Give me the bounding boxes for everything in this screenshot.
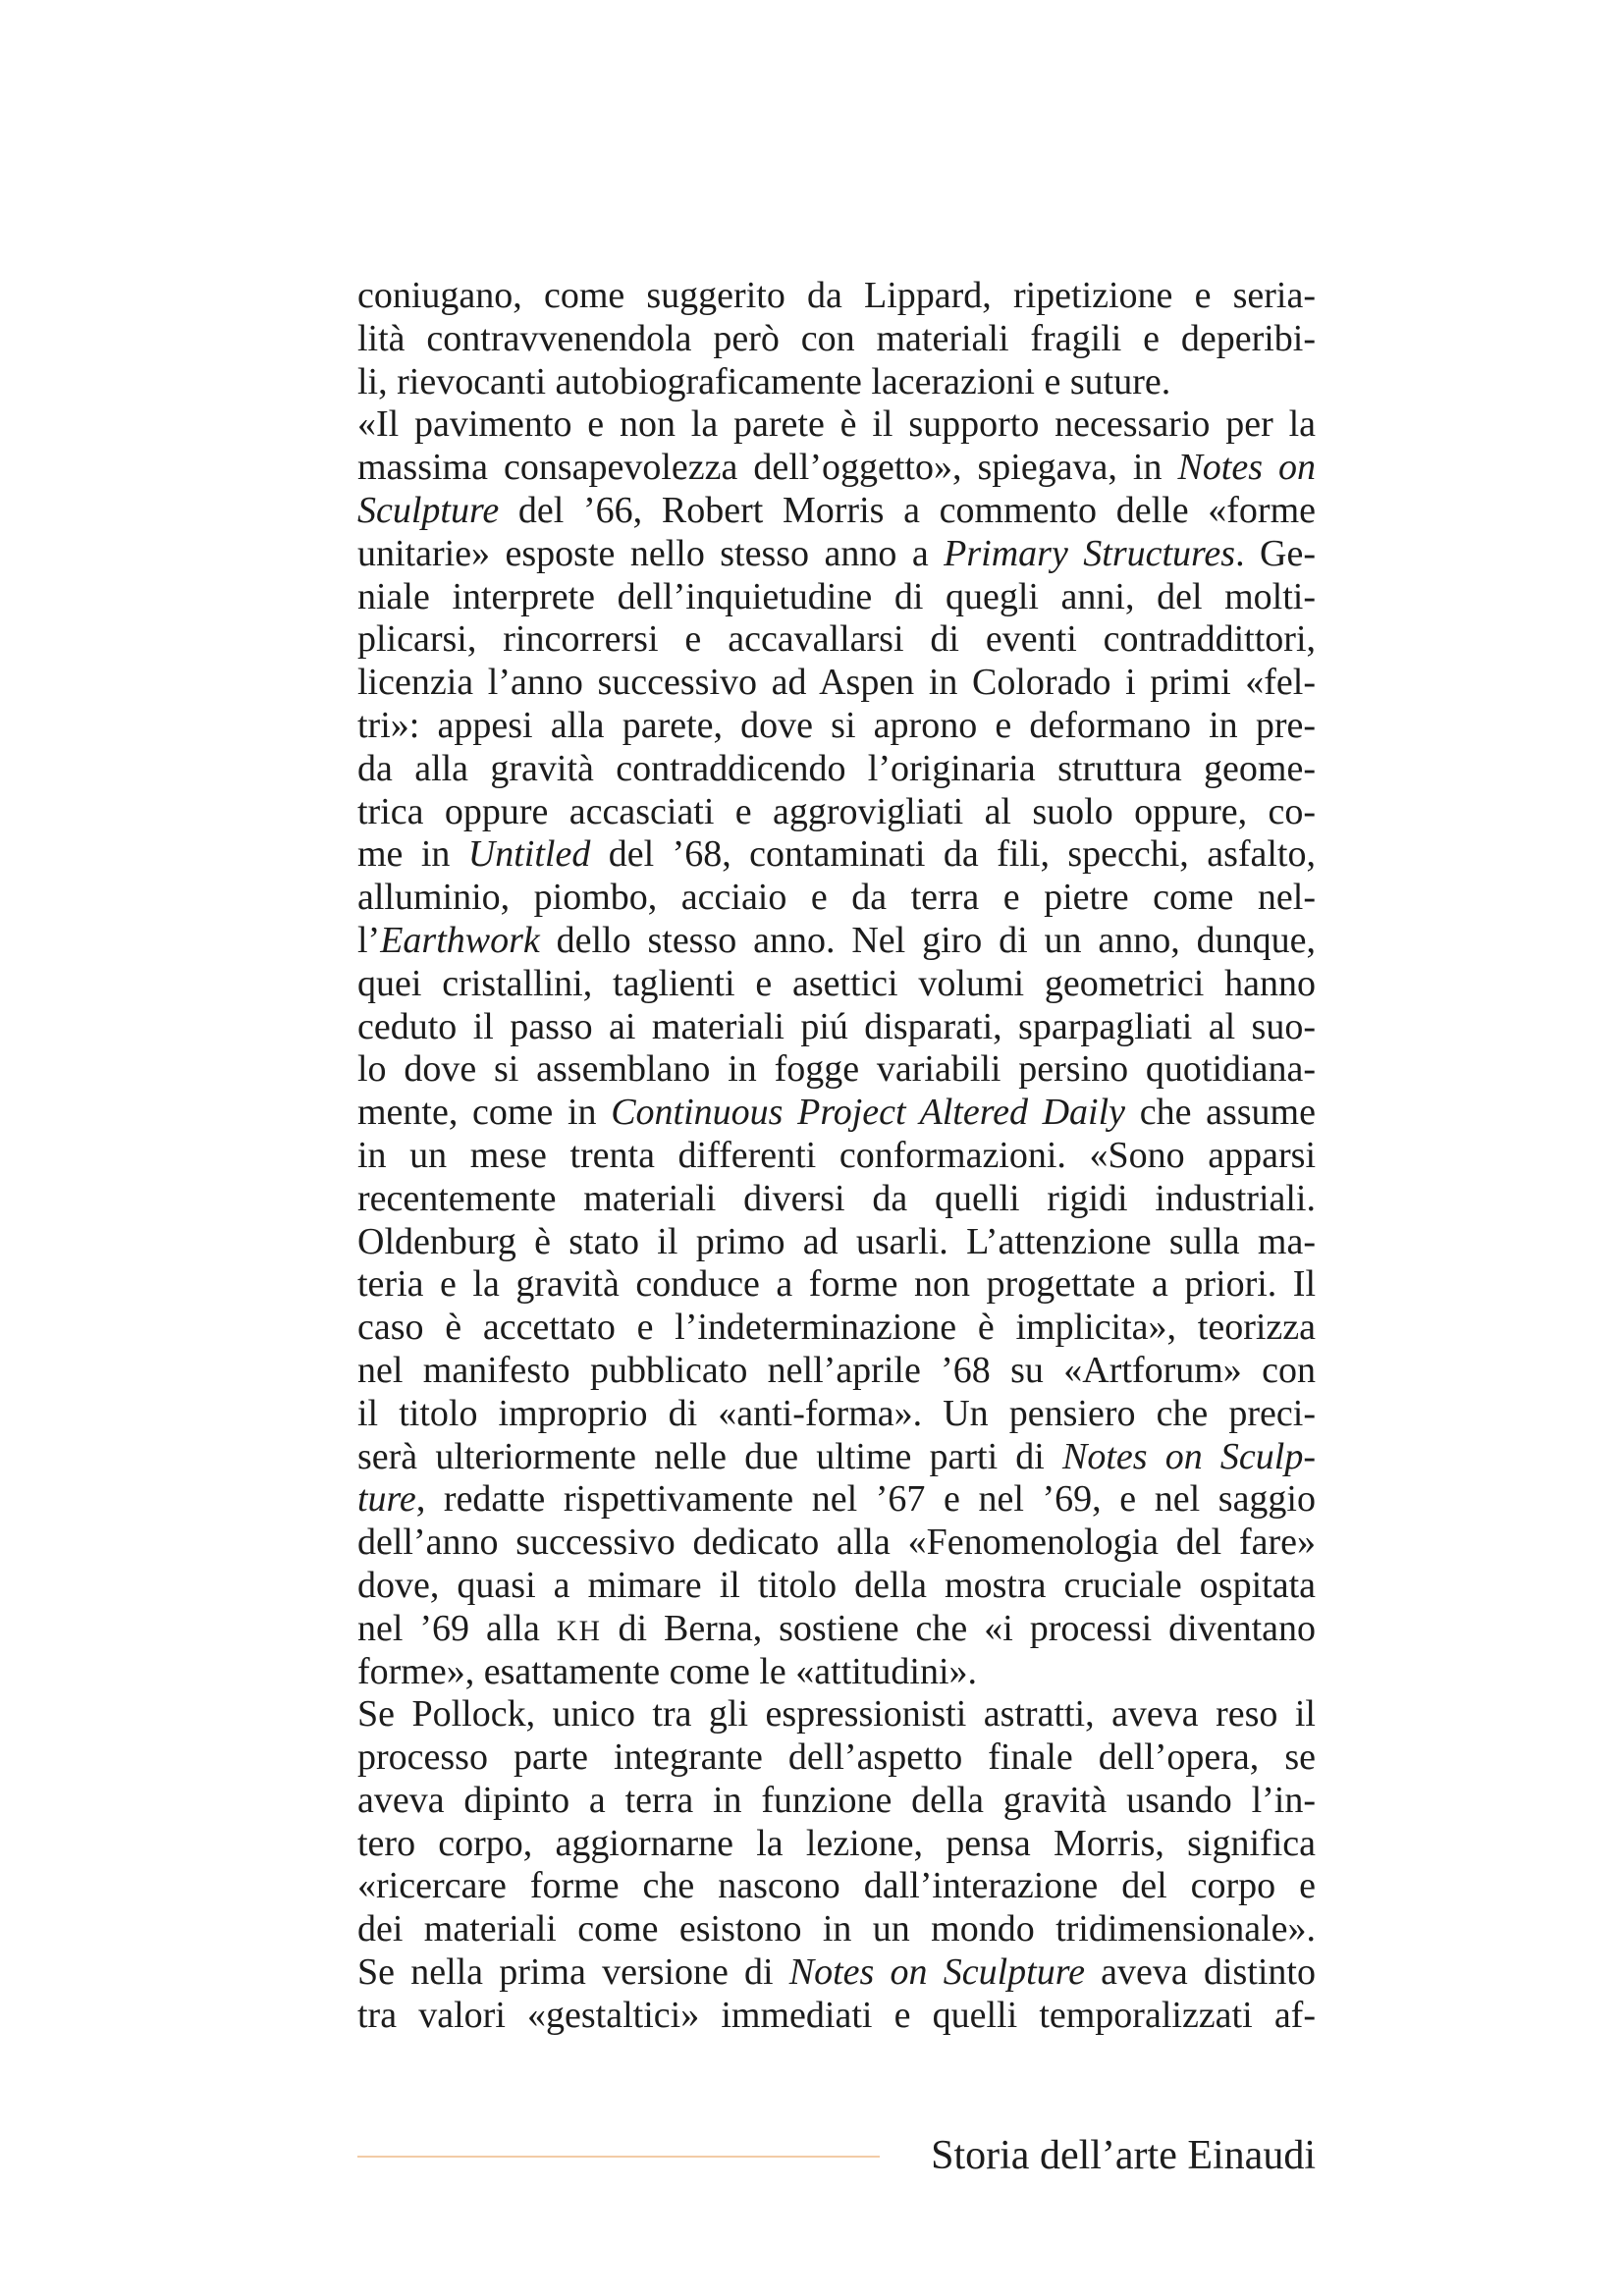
italic-title: Untitled	[467, 833, 591, 876]
text-line	[357, 1951, 1316, 1995]
text-run: recentemente materiali diversi da quelli rigidi industriali.	[357, 1177, 1316, 1219]
text-line	[357, 791, 1316, 834]
text-run: tra valori «gestaltici» immediati e quelli temporalizzati af-	[357, 1994, 1316, 2036]
italic-title: Notes on Sculp-	[1062, 1435, 1316, 1477]
text-run: dello stesso anno. Nel giro di un anno, dunque,	[539, 919, 1316, 961]
text-line	[357, 920, 1316, 963]
text-run: nel ’69 alla	[357, 1607, 557, 1649]
text-run: nel manifesto pubblicato nell’aprile ’68 su «Artforum» con	[357, 1349, 1316, 1391]
text-run: Oldenburg è stato il primo ad usarli. L’attenzione sulla ma-	[357, 1220, 1316, 1262]
text-line	[357, 1565, 1316, 1608]
small-caps-abbr: KH	[556, 1615, 602, 1647]
text-line	[357, 1736, 1316, 1780]
text-line	[357, 576, 1316, 619]
text-run: plicarsi, rincorrersi e accavallarsi di eventi contraddittori,	[357, 618, 1316, 661]
text-line	[357, 1865, 1316, 1908]
text-run: del ’66, Robert Morris a commento delle «forme	[499, 489, 1316, 531]
text-line	[357, 318, 1316, 361]
text-run: niale interprete dell’inquietudine di quegli anni, del molti-	[357, 575, 1316, 617]
text-run: me in	[357, 833, 468, 876]
text-run: in un mese trenta differenti conformazioni. «Sono apparsi	[357, 1134, 1316, 1176]
text-run: mente, come in	[357, 1092, 612, 1134]
text-run: , redatte rispettivamente nel ’67 e nel ’69, e nel saggio	[415, 1478, 1316, 1521]
text-run: del ’68, contaminati da fili, specchi, asfalto,	[590, 833, 1316, 876]
text-line	[357, 1092, 1316, 1135]
text-line	[357, 705, 1316, 748]
footer-divider	[357, 2156, 880, 2158]
text-run: quei cristallini, taglienti e asettici volumi geometrici hanno	[357, 962, 1316, 1004]
body-text	[357, 275, 1316, 2038]
text-line	[357, 1350, 1316, 1393]
text-line	[357, 1693, 1316, 1736]
text-line	[357, 833, 1316, 877]
text-run: . Ge-	[1235, 532, 1316, 574]
text-line	[357, 1048, 1316, 1092]
italic-title: Continuous Project Altered Daily	[611, 1092, 1126, 1134]
text-run: dei materiali come esistono in un mondo tridimensionale».	[357, 1908, 1316, 1950]
text-run: il titolo improprio di «anti-forma». Un pensiero che preci-	[357, 1392, 1316, 1434]
text-line	[357, 490, 1316, 533]
italic-title: Earthwork	[380, 919, 540, 961]
text-line	[357, 1522, 1316, 1565]
text-line	[357, 1608, 1316, 1651]
italic-title: Primary Structures	[944, 532, 1236, 574]
text-run: da alla gravità contraddicendo l’originaria struttura geome-	[357, 747, 1316, 789]
text-line	[357, 963, 1316, 1006]
text-line	[357, 1135, 1316, 1178]
text-line	[357, 1393, 1316, 1436]
italic-title: Sculpture	[357, 489, 500, 531]
paragraph	[357, 403, 1316, 1693]
text-run: aveva dipinto a terra in funzione della gravità usando l’in-	[357, 1779, 1316, 1821]
italic-title: Notes on Sculpture	[788, 1951, 1085, 1994]
paragraph	[357, 275, 1316, 403]
text-run: tero corpo, aggiornarne la lezione, pensa Morris, significa	[357, 1822, 1316, 1864]
text-line	[357, 1823, 1316, 1866]
text-run: li, rievocanti autobiograficamente lacerazioni e suture.	[357, 360, 1171, 402]
text-run: Se nella prima versione di	[357, 1951, 789, 1994]
text-line	[357, 1307, 1316, 1350]
text-run: tri»: appesi alla parete, dove si aprono e deformano in pre-	[357, 704, 1316, 746]
text-run: licenzia l’anno successivo ad Aspen in Colorado i primi «fel-	[357, 662, 1316, 704]
text-run: processo parte integrante dell’aspetto finale dell’opera, se	[357, 1736, 1316, 1779]
text-run: dove, quasi a mimare il titolo della mostra cruciale ospitata	[357, 1564, 1316, 1606]
text-line	[357, 447, 1316, 490]
text-run: che assume	[1125, 1092, 1316, 1134]
text-run: unitarie» esposte nello stesso anno a	[357, 532, 945, 574]
text-run: ceduto il passo ai materiali piú disparati, sparpagliati al suo-	[357, 1005, 1316, 1047]
text-run: «Il pavimento e non la parete è il supporto necessario per la	[357, 403, 1316, 446]
text-run: aveva distinto	[1084, 1951, 1316, 1994]
text-line	[357, 1908, 1316, 1951]
text-run: massima consapevolezza dell’oggetto», spiegava, in	[357, 447, 1178, 489]
italic-title: Notes on	[1177, 447, 1316, 489]
text-line	[357, 1780, 1316, 1823]
text-line	[357, 1436, 1316, 1479]
text-line	[357, 361, 1316, 404]
text-line	[357, 403, 1316, 447]
text-run: lità contravvenendola però con materiali fragili e deperibi-	[357, 317, 1316, 359]
text-line	[357, 1651, 1316, 1694]
text-line	[357, 1006, 1316, 1049]
text-run: lo dove si assemblano in fogge variabili persino quotidiana-	[357, 1048, 1316, 1091]
text-line	[357, 1478, 1316, 1522]
text-line	[357, 748, 1316, 791]
text-run: forme», esattamente come le «attitudini».	[357, 1650, 978, 1692]
text-run: «ricercare forme che nascono dall’interazione del corpo e	[357, 1865, 1316, 1907]
paragraph	[357, 1693, 1316, 2037]
text-line	[357, 1178, 1316, 1221]
text-line	[357, 618, 1316, 662]
text-line	[357, 533, 1316, 576]
text-run: caso è accettato e l’indeterminazione è implicita», teorizza	[357, 1307, 1316, 1349]
text-run: l’	[357, 919, 381, 961]
text-run: Se Pollock, unico tra gli espressionisti astratti, aveva reso il	[357, 1693, 1316, 1735]
series-title: Storia dell’arte Einaudi	[931, 2133, 1316, 2178]
text-line	[357, 877, 1316, 920]
text-run: dell’anno successivo dedicato alla «Fenomenologia del fare»	[357, 1522, 1316, 1564]
text-line	[357, 662, 1316, 705]
italic-title: ture	[357, 1478, 416, 1521]
text-run: trica oppure accasciati e aggrovigliati al suolo oppure, co-	[357, 790, 1316, 832]
text-line	[357, 1995, 1316, 2038]
text-line	[357, 1221, 1316, 1264]
text-run: teria e la gravità conduce a forme non progettate a priori. Il	[357, 1263, 1316, 1306]
text-run: serà ulteriormente nelle due ultime parti di	[357, 1435, 1063, 1477]
text-line	[357, 275, 1316, 318]
text-run: di Berna, sostiene che «i processi diventano	[601, 1607, 1316, 1649]
text-run: alluminio, piombo, acciaio e da terra e pietre come nel-	[357, 877, 1316, 919]
text-run: coniugano, come suggerito da Lippard, ripetizione e seria-	[357, 275, 1316, 316]
text-line	[357, 1263, 1316, 1307]
